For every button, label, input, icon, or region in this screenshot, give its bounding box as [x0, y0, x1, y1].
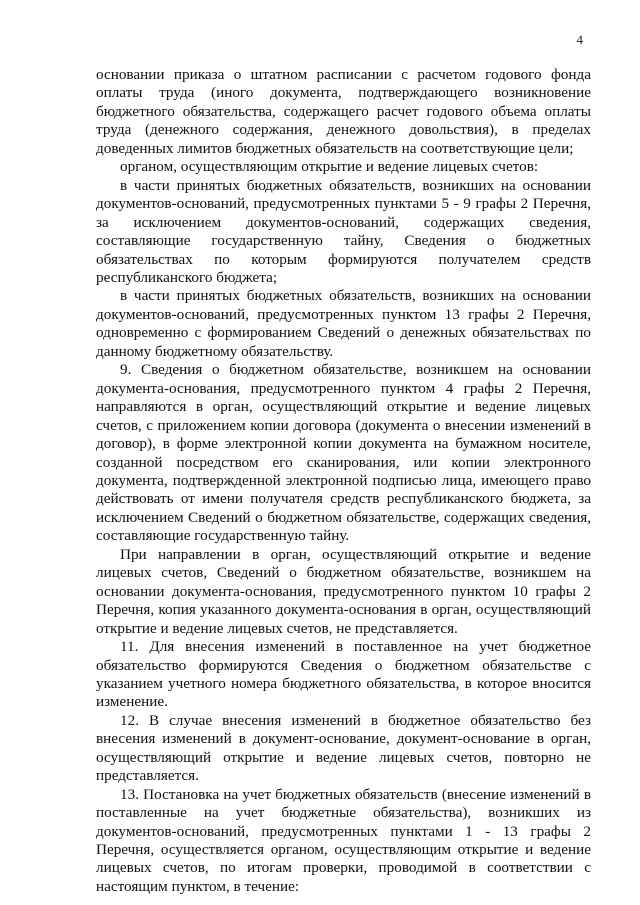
paragraph-item-9: 9. Сведения о бюджетном обязательстве, возникшем на основании документа-основания, предусмотренного пунктом 4 графы 2 Перечня, направляются в орган, осуществляющий открытие и ведение лицевых счетов, с приложением копии договора (документа о внесении изменений в договор), в форме электронной копии документа на бумажном носителе, созданной посредством его сканирования, или копии электронного документа, подтвержденной электронной подписью лица, имеющего право действовать от имени получателя средств республиканского бюджета, за исключением Сведений о бюджетном обязательстве, содержащих сведения, составляющие государственную тайну.: [96, 361, 591, 545]
paragraph-item-13: 13. Постановка на учет бюджетных обязательств (внесение изменений в поставленные на учет бюджетные обязательства), возникших из документов-оснований, предусмотренных пунктами 1 - 13 графы 2 Перечня, осуществляется органом, осуществляющим открытие и ведение лицевых счетов, по итогам проверки, проводимой в соответствии с настоящим пунктом, в течение:: [96, 785, 591, 895]
paragraph-item-11: 11. Для внесения изменений в поставленное на учет бюджетное обязательство формируются Сведения о бюджетном обязательстве с указанием учетного номера бюджетного обязательства, в которое вносится изменение.: [96, 638, 591, 711]
paragraph-authority: органом, осуществляющим открытие и ведение лицевых счетов:: [120, 158, 539, 176]
paragraph-item-10-copy: При направлении в орган, осуществляющий открытие и ведение лицевых счетов, Сведений о бюджетном обязательстве, возникшем на основании документа-основания, предусмотренного пунктом 10 графы 2 Перечня, копия указанного документа-основания в орган, осуществляющий открытие и ведение лицевых счетов, не представляется.: [96, 545, 591, 637]
paragraph-item-12: 12. В случае внесения изменений в бюджетное обязательство без внесения изменений в документ-основание, документ-основание в орган, осуществляющий открытие и ведение лицевых счетов, повторно не представляется.: [96, 711, 591, 785]
document-body: [96, 66, 591, 896]
paragraph-obligations-item-13: в части принятых бюджетных обязательств, возникших на основании документов-оснований, предусмотренных пунктом 13 графы 2 Перечня, одновременно с формированием Сведений о денежных обязательствах по данному бюджетному обязательству.: [96, 287, 591, 360]
paragraph-obligations-items-5-9: в части принятых бюджетных обязательств, возникших на основании документов-оснований, предусмотренных пунктами 5 - 9 графы 2 Перечня, за исключением документов-оснований, содержащих сведения, составляющие государственную тайну, Сведения о бюджетных обязательствах по которым формируются получателем средств республиканского бюджета;: [96, 176, 591, 286]
paragraph-continuation: основании приказа о штатном расписании с расчетом годового фонда оплаты труда (иного документа, подтверждающего возникновение бюджетного обязательства, содержащего расчет годового объема оплаты труда (денежного содержания, денежного довольствия), в пределах доведенных лимитов бюджетных обязательств на соответствующие цели;: [96, 66, 591, 157]
page-number: 4: [576, 32, 583, 47]
